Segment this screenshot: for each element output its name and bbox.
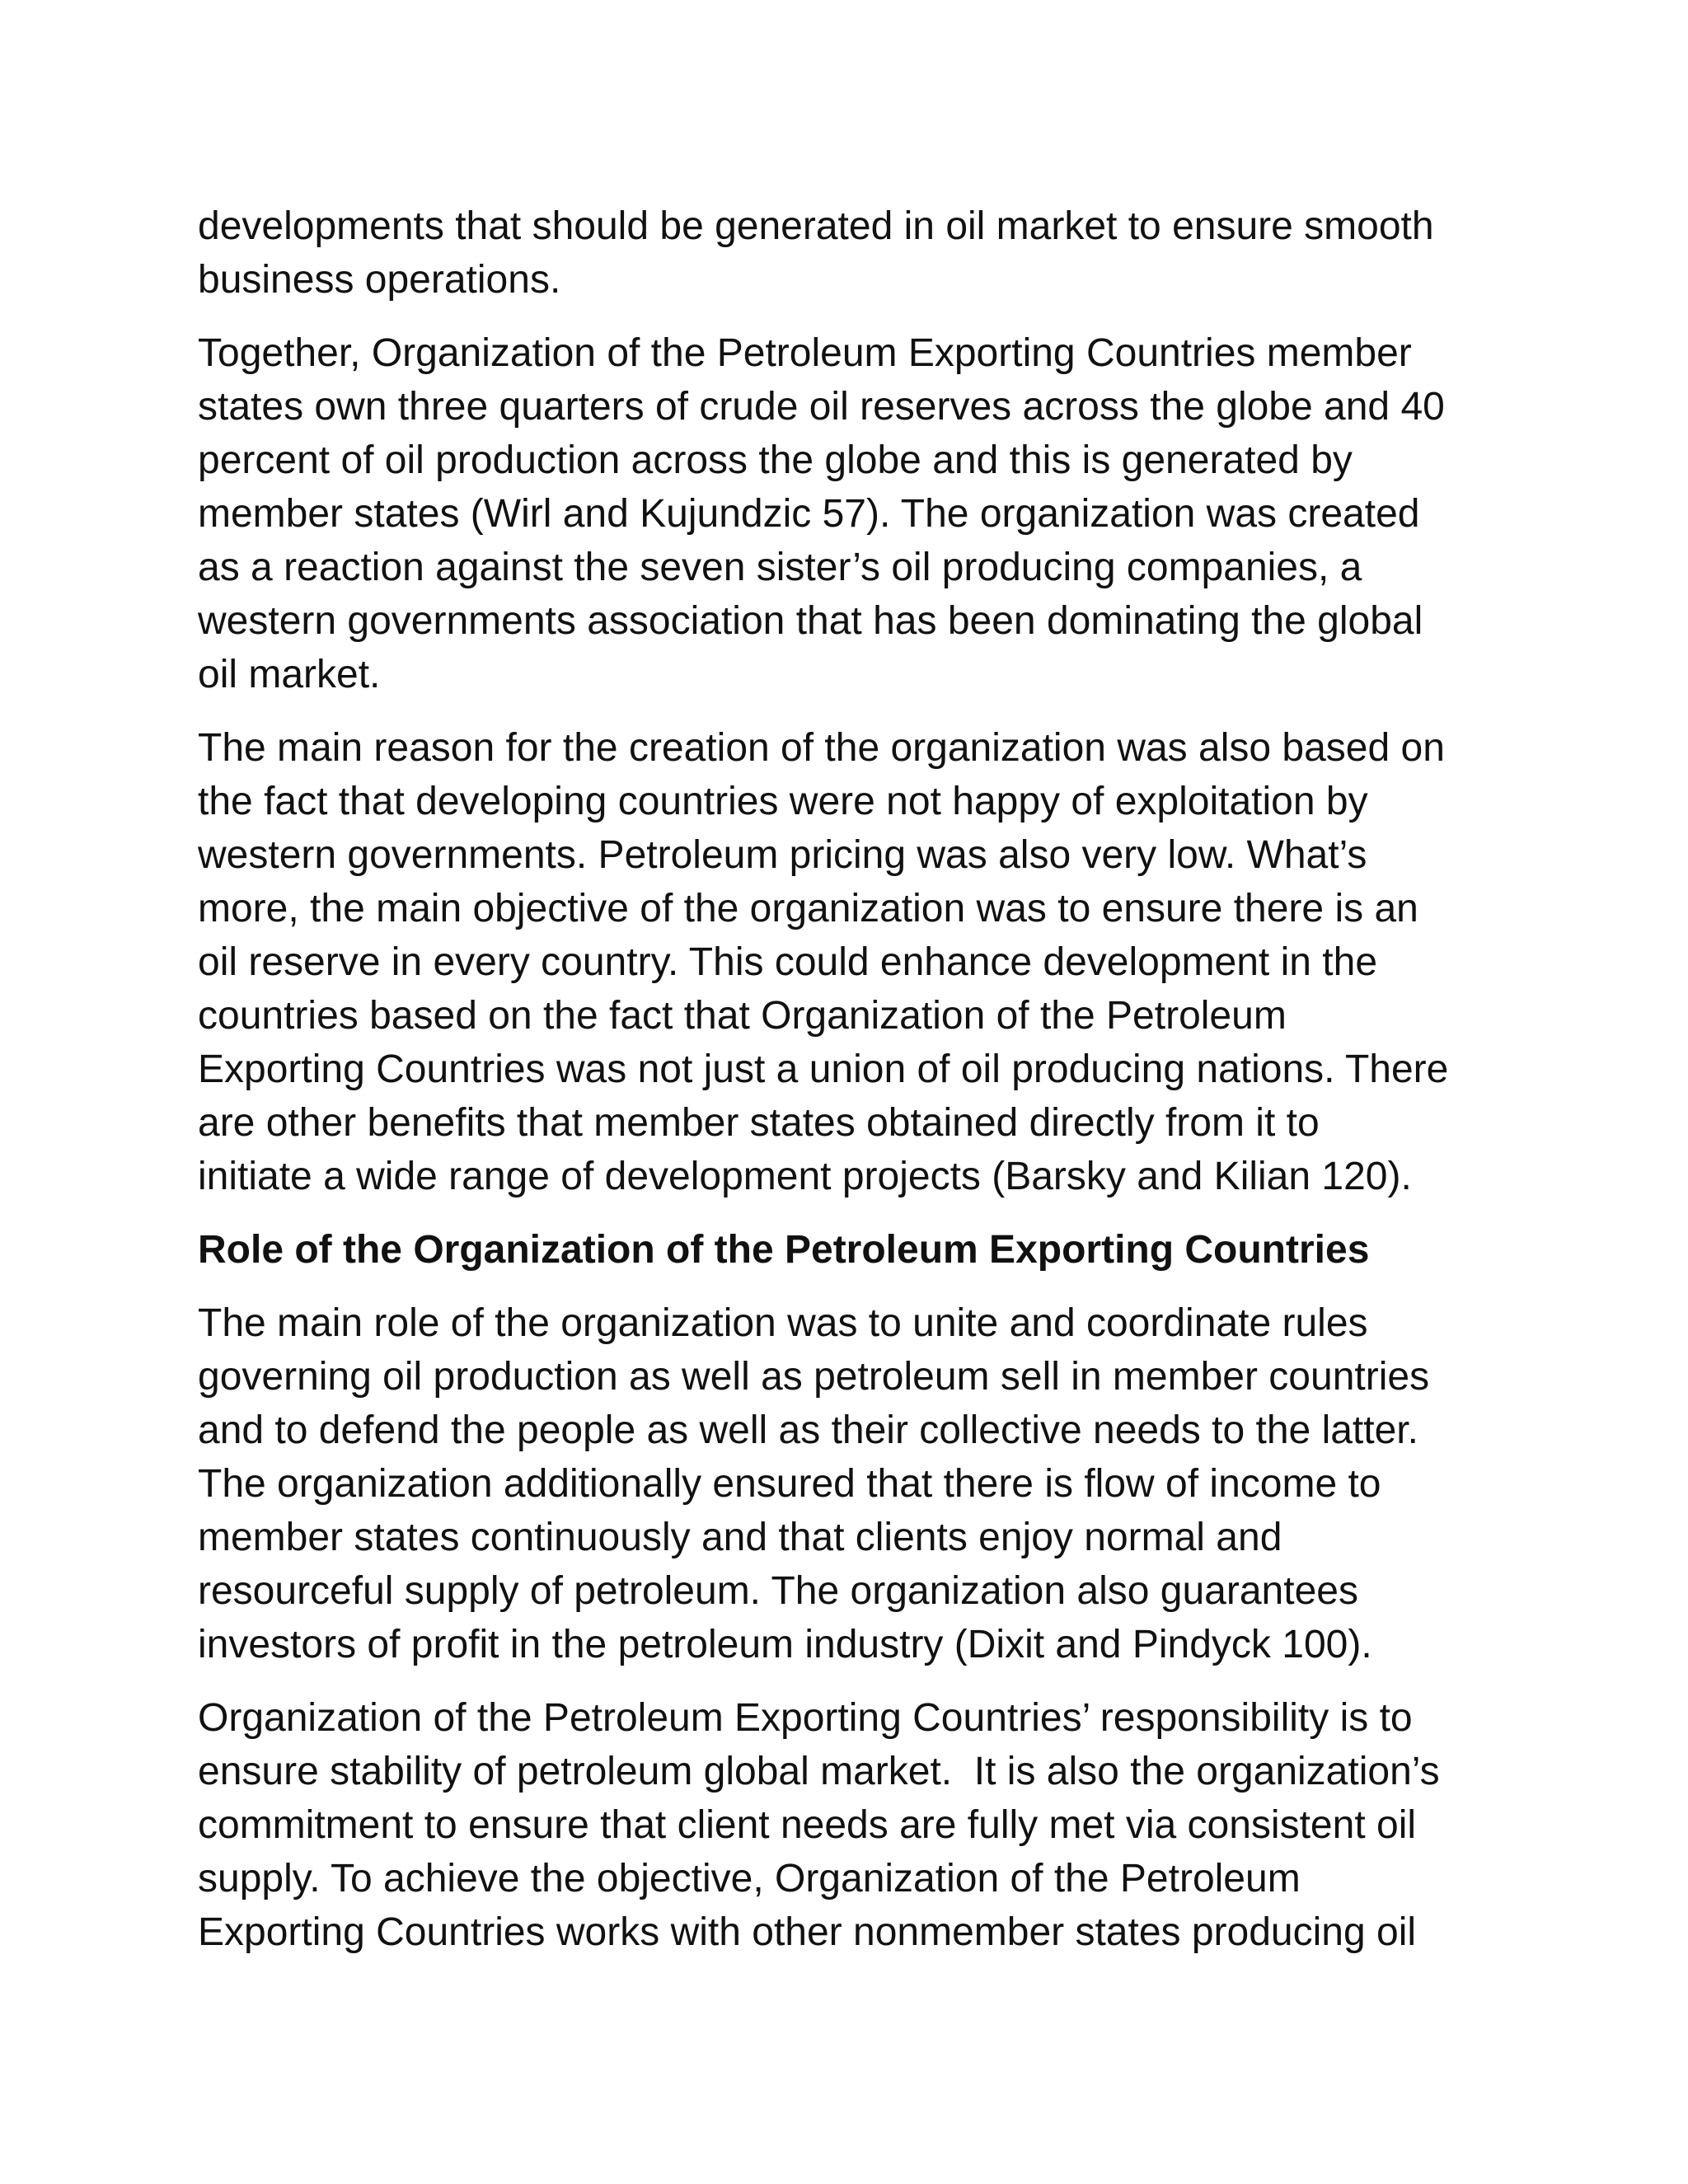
text-line: The organization additionally ensured that there is flow of income to [198, 1462, 1381, 1506]
text-line: resourceful supply of petroleum. The organization also guarantees [198, 1569, 1358, 1613]
paragraph-1 [198, 199, 1492, 307]
paragraph-3 [198, 721, 1492, 1203]
text-line: investors of profit in the petroleum industry (Dixit and Pindyck 100). [198, 1623, 1372, 1666]
text-line: supply. To achieve the objective, Organization of the Petroleum [198, 1857, 1301, 1900]
paragraph-4 [198, 1296, 1492, 1671]
section-heading: Role of the Organization of the Petroleum Exporting Countries [198, 1228, 1370, 1272]
text-line: countries based on the fact that Organization of the Petroleum [198, 994, 1287, 1038]
text-line: more, the main objective of the organization was to ensure there is an [198, 887, 1418, 930]
text-line: The main reason for the creation of the organization was also based on [198, 726, 1445, 770]
text-line: member states (Wirl and Kujundzic 57). The organization was created [198, 492, 1420, 536]
text-line: Exporting Countries works with other nonmember states producing oil [198, 1910, 1417, 1954]
text-line: western governments. Petroleum pricing was also very low. What’s [198, 833, 1367, 877]
text-line: Organization of the Petroleum Exporting Countries’ responsibility is to [198, 1696, 1413, 1740]
paragraph-2 [198, 326, 1492, 701]
text-line: commitment to ensure that client needs are fully met via consistent oil [198, 1803, 1417, 1847]
text-line: The main role of the organization was to unite and coordinate rules [198, 1301, 1368, 1345]
text-line: developments that should be generated in oil market to ensure smooth [198, 204, 1434, 248]
text-line: oil market. [198, 653, 381, 696]
document-body [198, 199, 1492, 1979]
text-line: percent of oil production across the globe and this is generated by [198, 438, 1353, 482]
text-line: business operations. [198, 258, 561, 302]
text-line: ensure stability of petroleum global market. It is also the organization’s [198, 1750, 1440, 1793]
text-line: Together, Organization of the Petroleum Exporting Countries member [198, 331, 1412, 375]
text-line: states own three quarters of crude oil reserves across the globe and 40 [198, 385, 1445, 429]
text-line: initiate a wide range of development projects (Barsky and Kilian 120). [198, 1155, 1412, 1198]
text-line: and to defend the people as well as their collective needs to the latter. [198, 1408, 1418, 1452]
text-line: are other benefits that member states obtained directly from it to [198, 1101, 1320, 1145]
paragraph-5 [198, 1691, 1492, 1959]
text-line: governing oil production as well as petroleum sell in member countries [198, 1355, 1430, 1399]
text-line: Exporting Countries was not just a union of oil producing nations. There [198, 1047, 1449, 1091]
text-line: western governments association that has been dominating the global [198, 599, 1423, 643]
text-line: member states continuously and that clients enjoy normal and [198, 1516, 1282, 1559]
text-line: as a reaction against the seven sister’s oil producing companies, a [198, 546, 1362, 589]
text-line: oil reserve in every country. This could enhance development in the [198, 940, 1378, 984]
text-line: the fact that developing countries were not happy of exploitation by [198, 780, 1368, 823]
